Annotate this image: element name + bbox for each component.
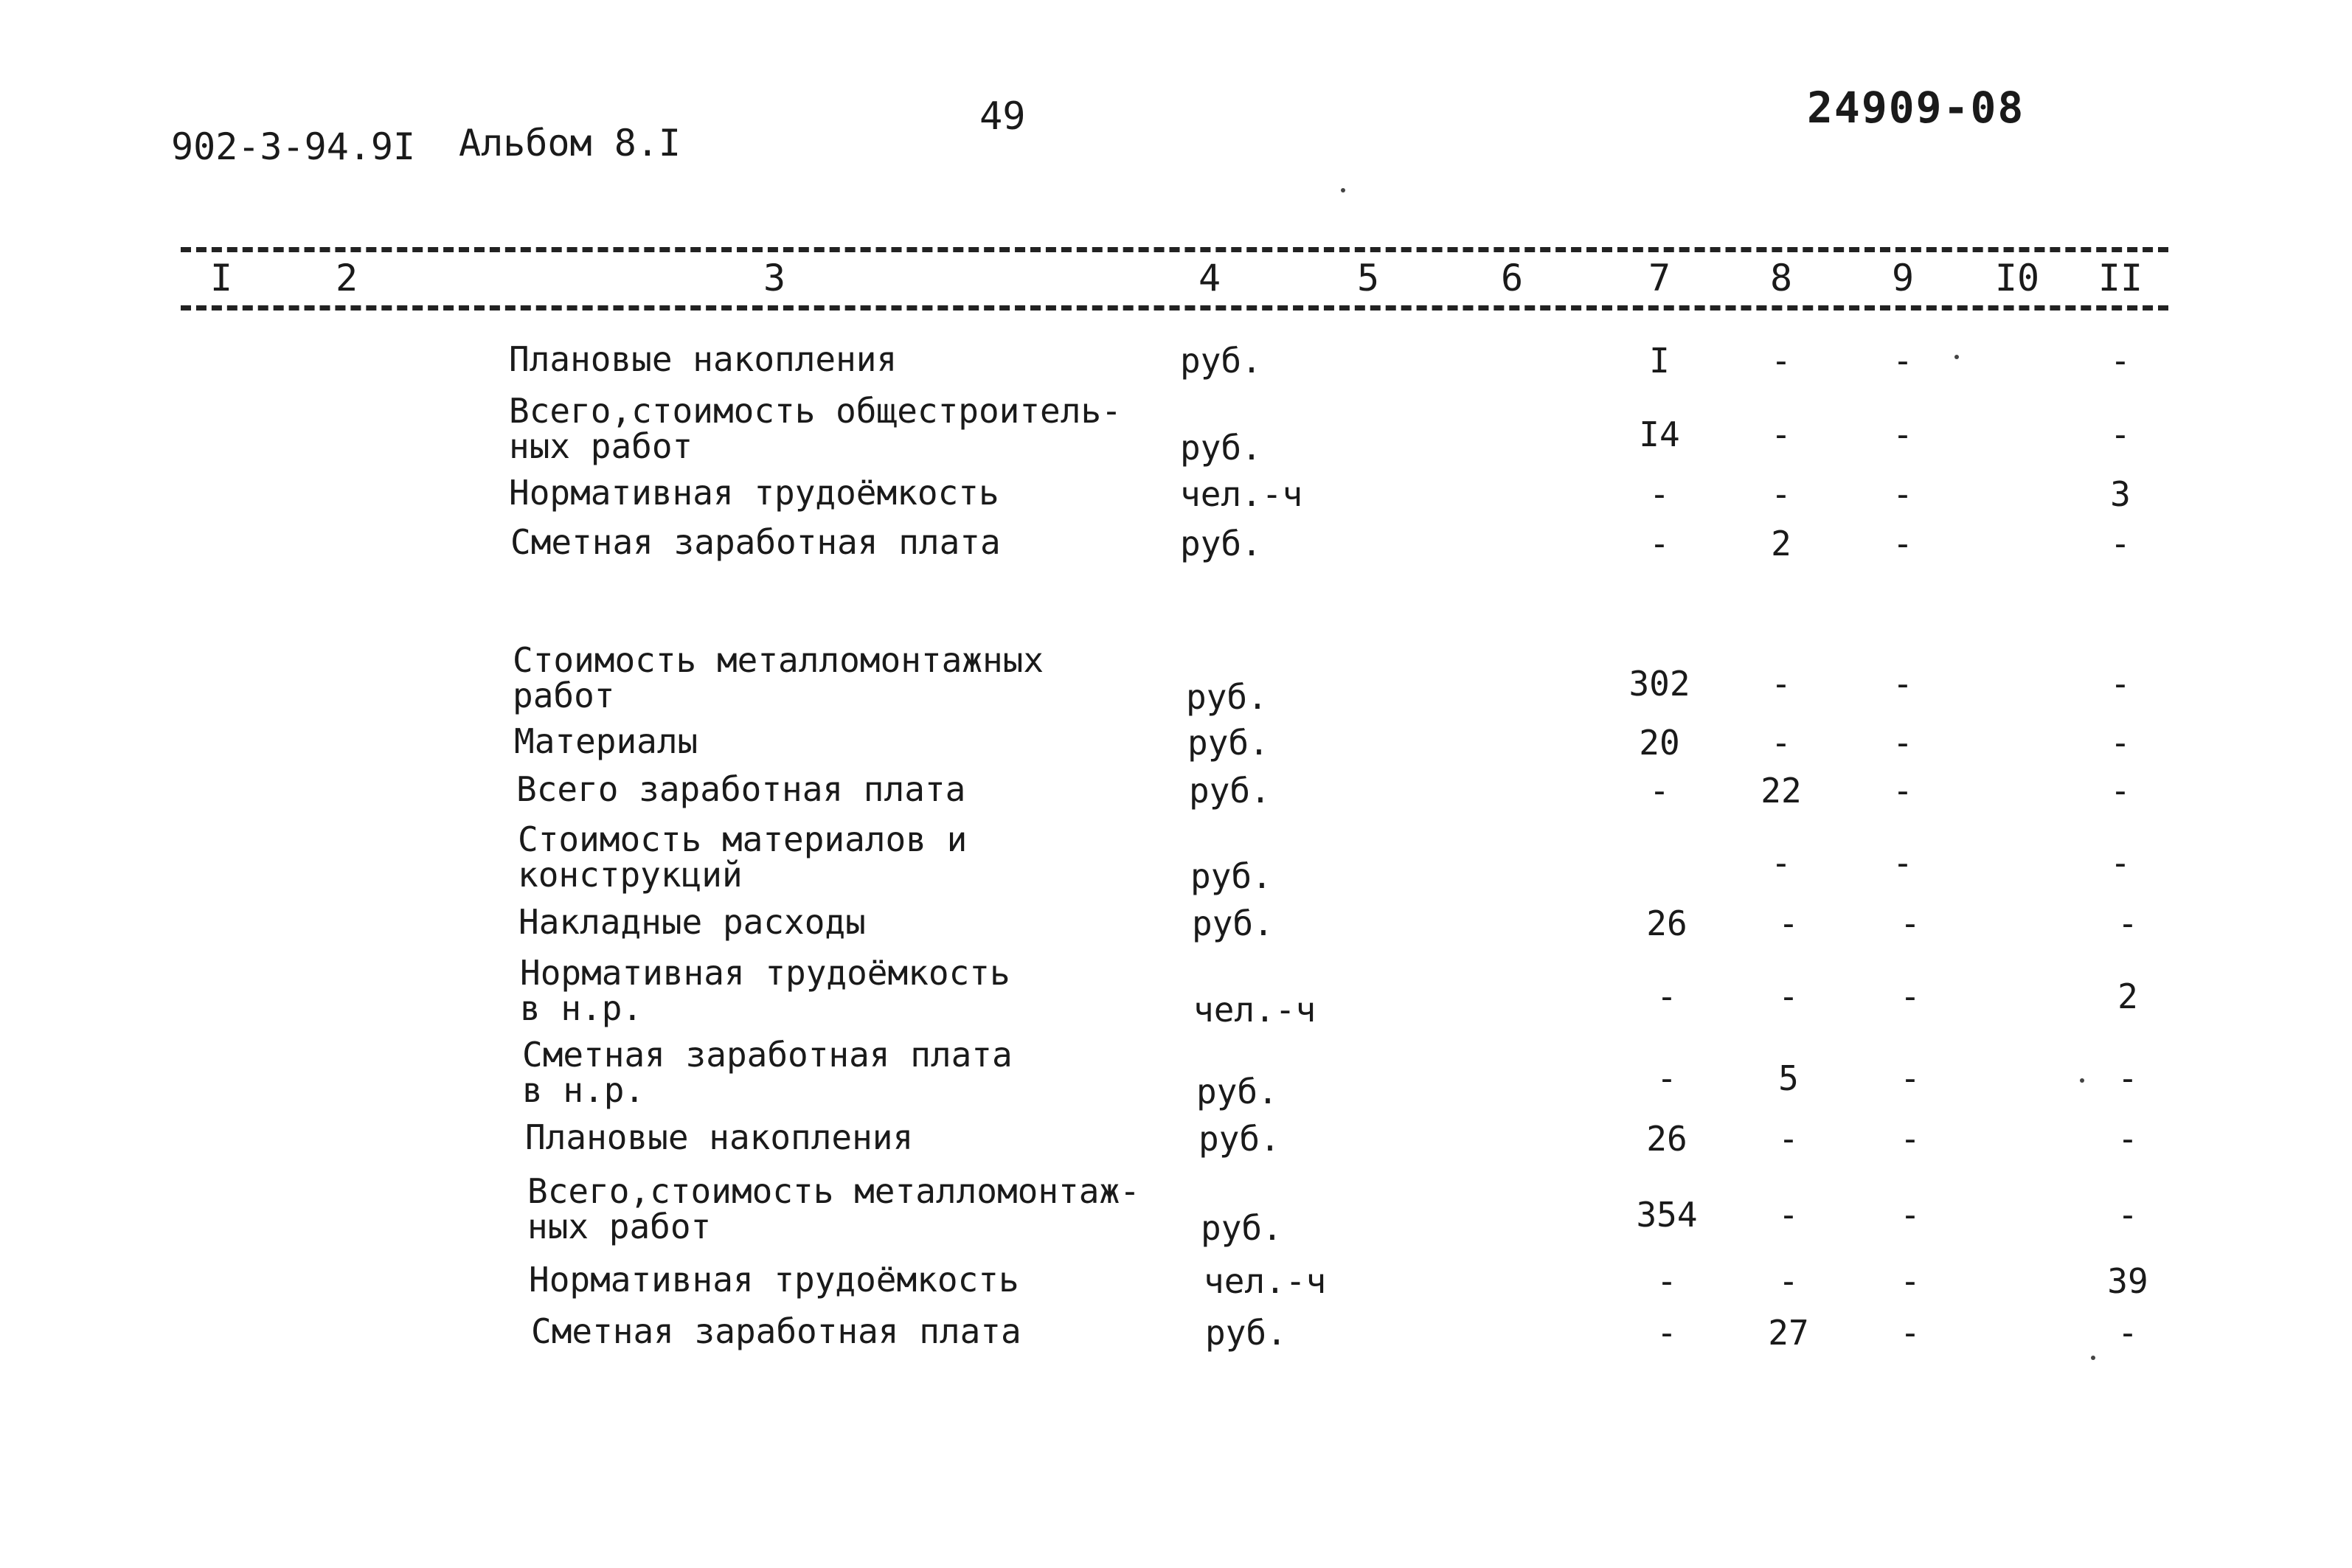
row-value-c7: 26 xyxy=(1646,1119,1687,1159)
speck xyxy=(1341,188,1345,192)
row-label: Нормативная трудоёмкость xyxy=(529,1260,1019,1300)
row-unit: руб. xyxy=(1192,903,1274,943)
row-value-c8: - xyxy=(1778,976,1799,1016)
row-label: Стоимость металломонтажных xyxy=(513,640,1044,680)
row-value-c11: - xyxy=(2117,1313,2138,1353)
row-value-c9: - xyxy=(1893,524,1913,563)
row-value-c7: I xyxy=(1649,341,1670,381)
row-value-c11: 39 xyxy=(2107,1261,2148,1301)
row-unit: чел.-ч xyxy=(1180,474,1303,514)
row-value-c9: - xyxy=(1893,843,1913,883)
row-label: Накладные расходы xyxy=(518,902,866,942)
album-label: Альбом 8.I xyxy=(459,122,681,164)
row-value-c8: - xyxy=(1771,843,1791,883)
row-unit: руб. xyxy=(1201,1208,1283,1248)
row-value-c8: - xyxy=(1771,341,1791,381)
row-value-c9: - xyxy=(1893,723,1913,763)
speck xyxy=(1954,355,1959,359)
column-number: 2 xyxy=(335,257,358,299)
row-label: Сметная заработная плата xyxy=(531,1311,1021,1351)
page-number: 49 xyxy=(979,94,1026,139)
column-number: 3 xyxy=(763,257,786,299)
column-number: 7 xyxy=(1648,257,1671,299)
header-rule-bottom xyxy=(181,305,2168,311)
row-value-c9: - xyxy=(1900,976,1921,1016)
row-unit: руб. xyxy=(1180,428,1262,468)
column-number: I0 xyxy=(1994,257,2040,299)
row-value-c9: - xyxy=(1900,1195,1921,1235)
header-rule-top xyxy=(181,247,2168,252)
row-label: Плановые накопления xyxy=(509,339,898,379)
column-number: 8 xyxy=(1769,257,1793,299)
column-number: 9 xyxy=(1891,257,1915,299)
row-value-c7: - xyxy=(1657,1313,1677,1353)
row-value-c7: - xyxy=(1649,771,1670,811)
row-value-c8: - xyxy=(1778,1119,1799,1159)
row-value-c11: 3 xyxy=(2110,474,2131,514)
row-unit: чел.-ч xyxy=(1193,990,1317,1030)
row-value-c8: 27 xyxy=(1768,1313,1809,1353)
row-value-c11: - xyxy=(2110,723,2131,763)
row-value-c8: - xyxy=(1771,664,1791,704)
row-value-c9: - xyxy=(1893,664,1913,704)
row-value-c7: 20 xyxy=(1639,723,1680,763)
row-value-c9: - xyxy=(1900,1261,1921,1301)
row-unit: руб. xyxy=(1190,856,1272,896)
row-value-c8: - xyxy=(1771,723,1791,763)
row-label: работ xyxy=(513,676,615,715)
row-value-c11: - xyxy=(2117,903,2138,943)
row-label: Стоимость материалов и xyxy=(518,819,968,859)
row-unit: руб. xyxy=(1186,677,1268,717)
row-unit: чел.-ч xyxy=(1204,1261,1327,1301)
column-number: II xyxy=(2098,257,2143,299)
row-label: ных работ xyxy=(527,1207,712,1246)
row-value-c9: - xyxy=(1900,1058,1921,1098)
row-label: Нормативная трудоёмкость xyxy=(520,953,1010,993)
row-value-c7: 26 xyxy=(1646,903,1687,943)
row-label: Сметная заработная плата xyxy=(522,1035,1013,1075)
row-value-c8: 22 xyxy=(1760,771,1802,811)
row-value-c9: - xyxy=(1900,1313,1921,1353)
speck xyxy=(2080,1078,2084,1083)
doc-code: 902-3-94.9I xyxy=(171,125,416,168)
row-value-c11: - xyxy=(2110,771,2131,811)
row-value-c8: 2 xyxy=(1771,524,1791,563)
row-label: Сметная заработная плата xyxy=(510,522,1001,562)
row-unit: руб. xyxy=(1180,524,1262,563)
row-value-c9: - xyxy=(1893,771,1913,811)
row-value-c8: - xyxy=(1771,474,1791,514)
row-value-c8: - xyxy=(1778,903,1799,943)
column-number: I xyxy=(209,257,233,299)
row-value-c9: - xyxy=(1900,1119,1921,1159)
row-label: Всего заработная плата xyxy=(516,769,966,809)
row-value-c11: - xyxy=(2117,1119,2138,1159)
row-value-c11: - xyxy=(2110,843,2131,883)
row-value-c8: - xyxy=(1778,1261,1799,1301)
column-number: 6 xyxy=(1500,257,1524,299)
row-value-c7: I4 xyxy=(1639,414,1680,454)
row-label: Всего,стоимость металломонтаж- xyxy=(527,1171,1140,1211)
row-label: в н.р. xyxy=(522,1070,645,1110)
row-unit: руб. xyxy=(1196,1072,1278,1111)
row-value-c8: 5 xyxy=(1778,1058,1799,1098)
row-value-c11: 2 xyxy=(2117,976,2138,1016)
row-value-c11: - xyxy=(2110,341,2131,381)
speck xyxy=(2091,1356,2095,1360)
row-value-c9: - xyxy=(1893,414,1913,454)
column-number: 4 xyxy=(1198,257,1221,299)
row-value-c7: 354 xyxy=(1636,1195,1698,1235)
row-label: Нормативная трудоёмкость xyxy=(509,473,999,513)
row-value-c8: - xyxy=(1778,1195,1799,1235)
row-value-c11: - xyxy=(2110,414,2131,454)
row-unit: руб. xyxy=(1189,771,1271,811)
row-label: Всего,стоимость общестроитель- xyxy=(509,391,1122,431)
row-value-c9: - xyxy=(1900,903,1921,943)
row-value-c11: - xyxy=(2110,524,2131,563)
column-number: 5 xyxy=(1356,257,1380,299)
row-label: в н.р. xyxy=(520,988,643,1028)
row-value-c7: - xyxy=(1657,976,1677,1016)
row-unit: руб. xyxy=(1205,1313,1287,1353)
row-value-c8: - xyxy=(1771,414,1791,454)
row-value-c11: - xyxy=(2117,1058,2138,1098)
row-label: ных работ xyxy=(509,426,693,466)
row-value-c11: - xyxy=(2117,1195,2138,1235)
row-value-c9: - xyxy=(1893,474,1913,514)
row-value-c7: - xyxy=(1649,474,1670,514)
row-unit: руб. xyxy=(1180,341,1262,381)
row-value-c7: - xyxy=(1657,1261,1677,1301)
row-label: Материалы xyxy=(514,721,698,761)
row-value-c7: 302 xyxy=(1628,664,1690,704)
row-value-c7: - xyxy=(1657,1058,1677,1098)
row-unit: руб. xyxy=(1187,723,1269,763)
row-label: конструкций xyxy=(518,855,743,895)
row-label: Плановые накопления xyxy=(525,1117,914,1157)
row-unit: руб. xyxy=(1198,1119,1280,1159)
row-value-c9: - xyxy=(1893,341,1913,381)
row-value-c11: - xyxy=(2110,664,2131,704)
document-number: 24909-08 xyxy=(1807,83,2025,133)
row-value-c7: - xyxy=(1649,524,1670,563)
